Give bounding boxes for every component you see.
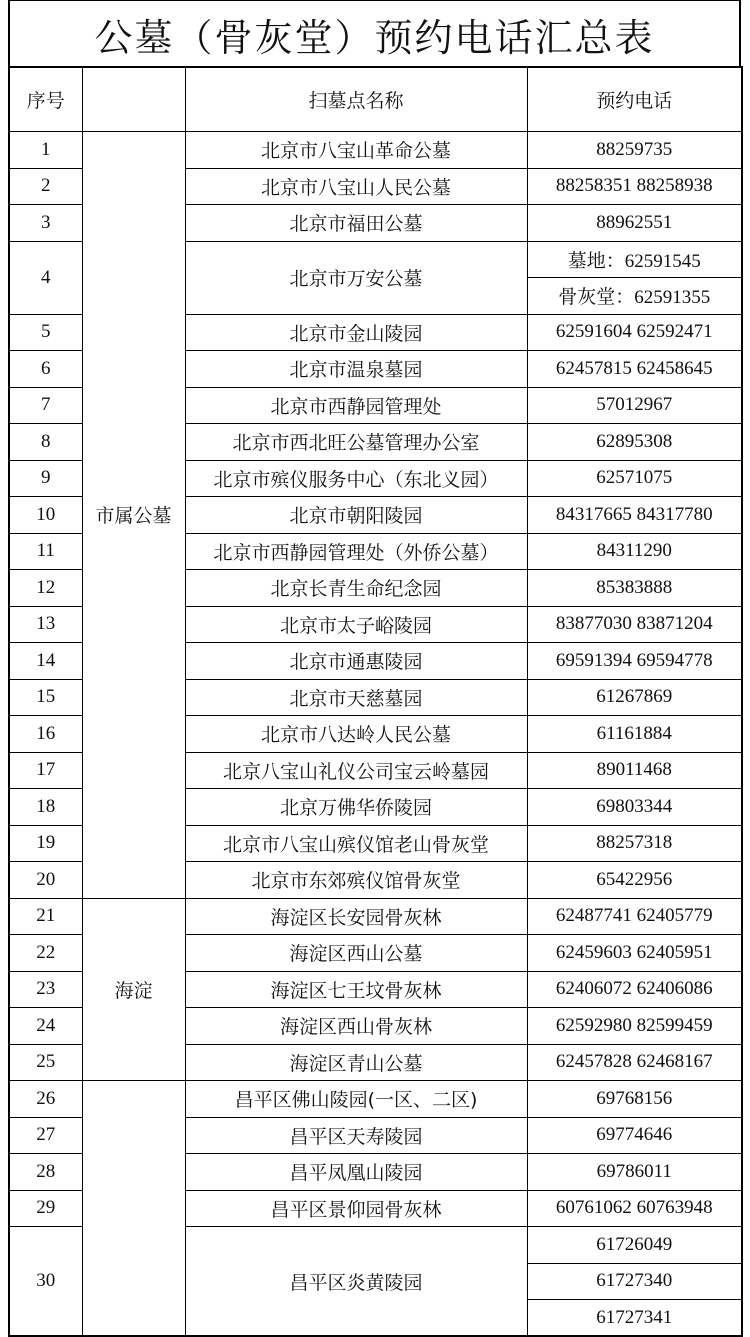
cemetery-name: 北京市八达岭人民公墓 — [185, 716, 527, 753]
table-body — [9, 132, 742, 1337]
phone-number: 88258351 88258938 — [527, 168, 742, 205]
table-row — [9, 898, 742, 935]
group-label: 市属公墓 — [82, 132, 185, 899]
header-name: 扫墓点名称 — [185, 67, 527, 132]
phone-number: 61726049 — [527, 1227, 742, 1264]
row-seq: 23 — [9, 971, 82, 1008]
phone-label: 墓地： — [567, 249, 625, 272]
phone-number: 88257318 — [527, 825, 742, 862]
row-seq: 24 — [9, 1008, 82, 1045]
cemetery-name: 北京市天慈墓园 — [185, 679, 527, 716]
row-seq: 12 — [9, 570, 82, 607]
cemetery-name: 昌平区佛山陵园(一区、二区) — [185, 1081, 527, 1118]
table-row — [9, 132, 742, 169]
phone-number: 60761062 60763948 — [527, 1190, 742, 1227]
header-group — [82, 67, 185, 132]
phone-number: 61161884 — [527, 716, 742, 753]
row-seq: 17 — [9, 752, 82, 789]
cemetery-name: 海淀区西山公墓 — [185, 935, 527, 972]
phone-number: 62406072 62406086 — [527, 971, 742, 1008]
cemetery-name: 北京万佛华侨陵园 — [185, 789, 527, 826]
phone-number: 69803344 — [527, 789, 742, 826]
cemetery-name: 北京市万安公墓 — [185, 241, 527, 314]
phone-number: 62487741 62405779 — [527, 898, 742, 935]
row-seq: 16 — [9, 716, 82, 753]
row-seq: 7 — [9, 387, 82, 424]
cemetery-name: 昌平区景仰园骨灰林 — [185, 1190, 527, 1227]
table-header-row — [9, 67, 742, 132]
phone-value: 62591545 — [624, 250, 701, 272]
phone-number — [527, 278, 742, 315]
row-seq: 4 — [9, 241, 82, 314]
table-row — [9, 1081, 742, 1118]
phone-number: 62459603 62405951 — [527, 935, 742, 972]
phone-number: 89011468 — [527, 752, 742, 789]
group-label: 海淀 — [82, 898, 185, 1081]
phone-number: 62457815 62458645 — [527, 351, 742, 388]
row-seq: 6 — [9, 351, 82, 388]
row-seq: 9 — [9, 460, 82, 497]
cemetery-name: 北京市太子峪陵园 — [185, 606, 527, 643]
phone-number: 69591394 69594778 — [527, 643, 742, 680]
row-seq: 11 — [9, 533, 82, 570]
phone-number: 61727341 — [527, 1300, 742, 1337]
phone-number: 84311290 — [527, 533, 742, 570]
cemetery-name: 北京市西北旺公墓管理办公室 — [185, 424, 527, 461]
cemetery-name: 北京市朝阳陵园 — [185, 497, 527, 534]
row-seq: 2 — [9, 168, 82, 205]
phone-number: 61727340 — [527, 1263, 742, 1300]
cemetery-name: 北京市八宝山革命公墓 — [185, 132, 527, 169]
summary-sheet — [8, 0, 741, 1337]
row-seq: 29 — [9, 1190, 82, 1227]
row-seq: 5 — [9, 314, 82, 351]
row-seq: 8 — [9, 424, 82, 461]
row-seq: 22 — [9, 935, 82, 972]
phone-number: 65422956 — [527, 862, 742, 899]
cemetery-name: 北京市西静园管理处 — [185, 387, 527, 424]
phone-number: 62571075 — [527, 460, 742, 497]
phone-number: 84317665 84317780 — [527, 497, 742, 534]
phone-number: 62592980 82599459 — [527, 1008, 742, 1045]
phone-number: 62457828 62468167 — [527, 1044, 742, 1081]
phone-number: 85383888 — [527, 570, 742, 607]
cemetery-name: 北京长青生命纪念园 — [185, 570, 527, 607]
cemetery-name: 北京市西静园管理处（外侨公墓） — [185, 533, 527, 570]
cemetery-name: 北京市福田公墓 — [185, 205, 527, 242]
phone-number: 62591604 62592471 — [527, 314, 742, 351]
cemetery-name: 北京市金山陵园 — [185, 314, 527, 351]
phone-number — [527, 241, 742, 278]
cemetery-name: 北京市东郊殡仪馆骨灰堂 — [185, 862, 527, 899]
row-seq: 20 — [9, 862, 82, 899]
phone-table — [8, 66, 743, 1337]
cemetery-name: 北京市八宝山殡仪馆老山骨灰堂 — [185, 825, 527, 862]
row-seq: 3 — [9, 205, 82, 242]
row-seq: 28 — [9, 1154, 82, 1191]
cemetery-name: 北京八宝山礼仪公司宝云岭墓园 — [185, 752, 527, 789]
phone-number: 62895308 — [527, 424, 742, 461]
phone-number: 61267869 — [527, 679, 742, 716]
row-seq: 14 — [9, 643, 82, 680]
row-seq: 27 — [9, 1117, 82, 1154]
row-seq: 26 — [9, 1081, 82, 1118]
cemetery-name: 海淀区西山骨灰林 — [185, 1008, 527, 1045]
header-phone: 预约电话 — [527, 67, 742, 132]
row-seq: 19 — [9, 825, 82, 862]
row-seq: 15 — [9, 679, 82, 716]
row-seq: 21 — [9, 898, 82, 935]
cemetery-name: 昌平凤凰山陵园 — [185, 1154, 527, 1191]
phone-number: 69774646 — [527, 1117, 742, 1154]
phone-number: 57012967 — [527, 387, 742, 424]
phone-number: 83877030 83871204 — [527, 606, 742, 643]
row-seq: 25 — [9, 1044, 82, 1081]
phone-number: 69786011 — [527, 1154, 742, 1191]
row-seq: 30 — [9, 1227, 82, 1337]
phone-number: 88962551 — [527, 205, 742, 242]
cemetery-name: 海淀区青山公墓 — [185, 1044, 527, 1081]
header-seq: 序号 — [9, 67, 82, 132]
phone-value: 62591355 — [634, 287, 711, 309]
cemetery-name: 昌平区炎黄陵园 — [185, 1227, 527, 1337]
row-seq: 1 — [9, 132, 82, 169]
phone-number: 69768156 — [527, 1081, 742, 1118]
page-title: 公墓（骨灰堂）预约电话汇总表 — [8, 0, 741, 66]
cemetery-name: 海淀区长安园骨灰林 — [185, 898, 527, 935]
row-seq: 10 — [9, 497, 82, 534]
cemetery-name: 昌平区天寿陵园 — [185, 1117, 527, 1154]
phone-label: 骨灰堂： — [558, 286, 635, 309]
cemetery-name: 海淀区七王坟骨灰林 — [185, 971, 527, 1008]
row-seq: 18 — [9, 789, 82, 826]
cemetery-name: 北京市温泉墓园 — [185, 351, 527, 388]
cemetery-name: 北京市八宝山人民公墓 — [185, 168, 527, 205]
phone-number: 88259735 — [527, 132, 742, 169]
row-seq: 13 — [9, 606, 82, 643]
group-label — [82, 1081, 185, 1337]
cemetery-name: 北京市通惠陵园 — [185, 643, 527, 680]
cemetery-name: 北京市殡仪服务中心（东北义园） — [185, 460, 527, 497]
